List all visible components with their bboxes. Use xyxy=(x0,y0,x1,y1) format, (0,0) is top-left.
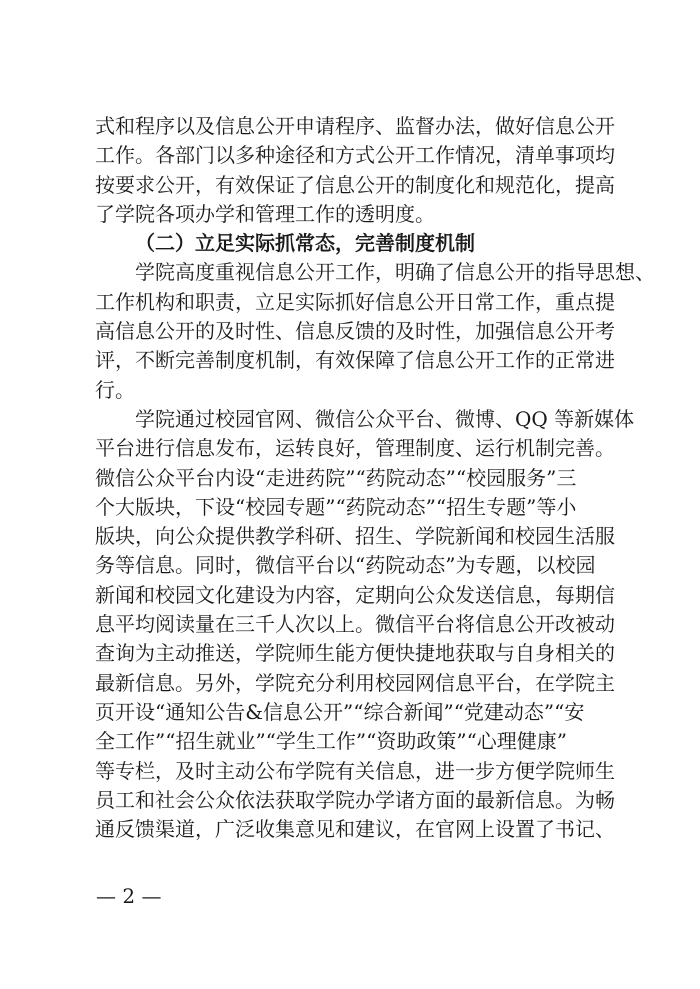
text-line: 行。 xyxy=(95,377,135,402)
paragraph-first-line: 学院高度重视信息公开工作，明确了信息公开的指导思想、 xyxy=(135,260,655,285)
text-line: 新闻和校园文化建设为内容，定期向公众发送信息，每期信 xyxy=(95,582,615,607)
text-line: 平台进行信息发布，运转良好，管理制度、运行机制完善。 xyxy=(95,436,615,461)
text-line: 员工和社会公众依法获取学院办学诸方面的最新信息。为畅 xyxy=(95,787,615,812)
text-line: 最新信息。另外，学院充分利用校园网信息平台，在学院主 xyxy=(95,670,615,695)
paragraph-first-line: 学院通过校园官网、微信公众平台、微博、QQ 等新媒体 xyxy=(135,406,635,431)
text-line: 全工作”“招生就业”“学生工作”“资助政策”“心理健康” xyxy=(95,729,568,754)
text-line: 通反馈渠道，广泛收集意见和建议，在官网上设置了书记、 xyxy=(95,817,615,842)
text-line: 微信公众平台内设“走进药院”“药院动态”“校园服务”三 xyxy=(95,465,577,490)
text-line: 务等信息。同时，微信平台以“药院动态”为专题，以校园 xyxy=(95,553,596,578)
text-line: 按要求公开，有效保证了信息公开的制度化和规范化，提高 xyxy=(95,172,615,197)
text-line: 息平均阅读量在三千人次以上。微信平台将信息公开改被动 xyxy=(95,612,615,637)
text-line: 工作机构和职责，立足实际抓好信息公开日常工作，重点提 xyxy=(95,289,615,314)
document-body xyxy=(95,112,655,844)
text-line: 工作。各部门以多种途径和方式公开工作情况，清单事项均 xyxy=(95,143,615,168)
text-line: 等专栏，及时主动公布学院有关信息，进一步方便学院师生 xyxy=(95,758,615,783)
text-line: 评，不断完善制度机制，有效保障了信息公开工作的正常进 xyxy=(95,348,615,373)
text-line: 个大版块，下设“校园专题”“药院动态”“招生专题”等小 xyxy=(95,494,577,519)
page-number: — 2 — xyxy=(96,884,162,908)
text-line: 查询为主动推送，学院师生能方便快捷地获取与自身相关的 xyxy=(95,641,615,666)
text-line: 版块，向公众提供教学科研、招生、学院新闻和校园生活服 xyxy=(95,524,615,549)
text-line: 高信息公开的及时性、信息反馈的及时性，加强信息公开考 xyxy=(95,319,615,344)
text-line: 页开设“通知公告&信息公开”“综合新闻”“党建动态”“安 xyxy=(95,699,585,724)
section-heading: （二）立足实际抓常态，完善制度机制 xyxy=(135,231,475,256)
text-line: 式和程序以及信息公开申请程序、监督办法，做好信息公开 xyxy=(95,114,615,138)
text-line: 了学院各项办学和管理工作的透明度。 xyxy=(95,201,435,226)
